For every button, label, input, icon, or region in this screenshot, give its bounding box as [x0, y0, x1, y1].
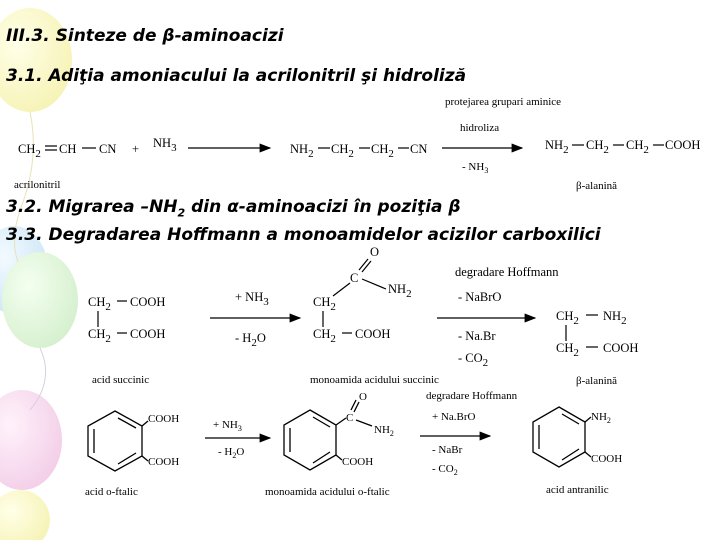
- succinic-reagent-nh3: + NH3: [235, 290, 269, 308]
- product-ch2-a: CH2: [586, 138, 609, 156]
- phthalic-minus-nabr: - NaBr: [432, 444, 463, 456]
- phthalic-minus-co2: - $CO_2$: [432, 463, 458, 477]
- phthalic-amide-carbon: C: [346, 412, 354, 424]
- succinic-minus-nabr: - Na.Br: [458, 329, 496, 343]
- amide-nh2: NH2: [388, 282, 412, 300]
- product-ch2-b: CH2: [626, 138, 649, 156]
- label-beta-alanine: β-alanină: [576, 180, 618, 192]
- label-phthalic-monoamide: monoamida acidului o-ftalic: [265, 486, 390, 498]
- aminopropionitrile-formula: NH2: [290, 142, 314, 160]
- succinic-hoffmann-reagent: - NaBrO: [458, 290, 502, 304]
- phthalic-reagent-nh3: + $NH_3$: [213, 419, 242, 433]
- succinic-minus-co2: - CO2: [458, 351, 489, 369]
- label-phthalic-acid: acid o-ftalic: [85, 486, 138, 498]
- intermediate-ch2-a: CH2: [331, 142, 354, 160]
- product-cooh: COOH: [665, 138, 701, 152]
- phthalic-cooh-top: COOH: [148, 413, 180, 425]
- phthalic-amide-nh2: $NH_2$: [374, 424, 394, 438]
- anthranilic-benzene-ring: [533, 407, 591, 467]
- anthranilic-cooh: COOH: [591, 453, 623, 465]
- beta-alanine-formula: NH2: [545, 138, 569, 156]
- succinic-bottom-cooh: COOH: [130, 327, 166, 341]
- label-beta-alanine-2: β-alanină: [576, 375, 618, 387]
- succinic-top-cooh: COOH: [130, 295, 166, 309]
- succinic-bottom: CH2: [88, 327, 111, 345]
- amide-oxygen: O: [370, 245, 380, 259]
- acrylonitrile-ch: CH: [59, 142, 77, 156]
- phthalic-reagent-h2o: - $H_2O$: [218, 446, 245, 460]
- succinic-top: CH2: [88, 295, 111, 313]
- acrylonitrile-cn: CN: [99, 142, 117, 156]
- succinic-hoffmann-label: degradare Hoffmann: [455, 265, 559, 279]
- phthalic-hoffmann-label: degradare Hoffmann: [426, 390, 518, 402]
- monoamide-bottom-cooh: COOH: [355, 327, 391, 341]
- section-32-heading: 3.2. Migrarea $-NH_2$ din α-aminoacizi în poziţia β: [6, 197, 461, 220]
- plus-sign: +: [132, 142, 140, 156]
- label-anthranilic-acid: acid antranilic: [546, 484, 609, 496]
- intermediate-cn: CN: [410, 142, 428, 156]
- section-33-heading: 3.3. Degradarea Hoffmann a monoamidelor acizilor carboxilici: [6, 225, 601, 245]
- scheme-acrylonitrile: [14, 96, 700, 192]
- succinic-reagent-h2o: - H2O: [235, 331, 266, 349]
- scheme-succinic: [88, 245, 638, 387]
- alanine-cooh: COOH: [603, 341, 639, 355]
- section-31-heading: 3.1. Adiţia amoniacului la acrilonitril şi hidroliză: [6, 66, 467, 86]
- intermediate-ch2-b: CH2: [371, 142, 394, 160]
- page-title: III.3. Sinteze de β-aminoacizi: [6, 26, 284, 46]
- monoamide-bottom: CH2: [313, 327, 336, 345]
- step-label-hydrolysis: hidroliza: [460, 122, 500, 134]
- label-succinic-acid: acid succinic: [92, 374, 150, 386]
- label-acrylonitrile: acrilonitril: [14, 179, 61, 191]
- label-succinic-monoamide: monoamida acidului succinic: [310, 374, 439, 386]
- alanine-bottom: CH2: [556, 341, 579, 359]
- step-label-protection: protejarea grupari aminice: [445, 96, 562, 108]
- scheme-phthalic: [85, 390, 622, 498]
- phthalic-hoffmann-reagent: + Na.BrO: [432, 411, 476, 423]
- phthalic-cooh-bottom: COOH: [148, 456, 180, 468]
- alanine-top: CH2: [556, 309, 579, 327]
- phthalic-benzene-ring: [88, 411, 148, 471]
- monoamide-top-ch2: CH2: [313, 295, 336, 313]
- ammonia-formula: NH3: [153, 136, 177, 154]
- step-label-minus-nh3: - $NH_3$: [462, 161, 489, 175]
- phthalic-amide-oxygen: O: [359, 391, 367, 403]
- alanine-nh2: NH2: [603, 309, 627, 327]
- anthranilic-nh2: $NH_2$: [591, 411, 611, 425]
- acrylonitrile-formula: CH2: [18, 142, 41, 160]
- monoamide-cooh: COOH: [342, 456, 374, 468]
- amide-carbon: C: [350, 271, 359, 285]
